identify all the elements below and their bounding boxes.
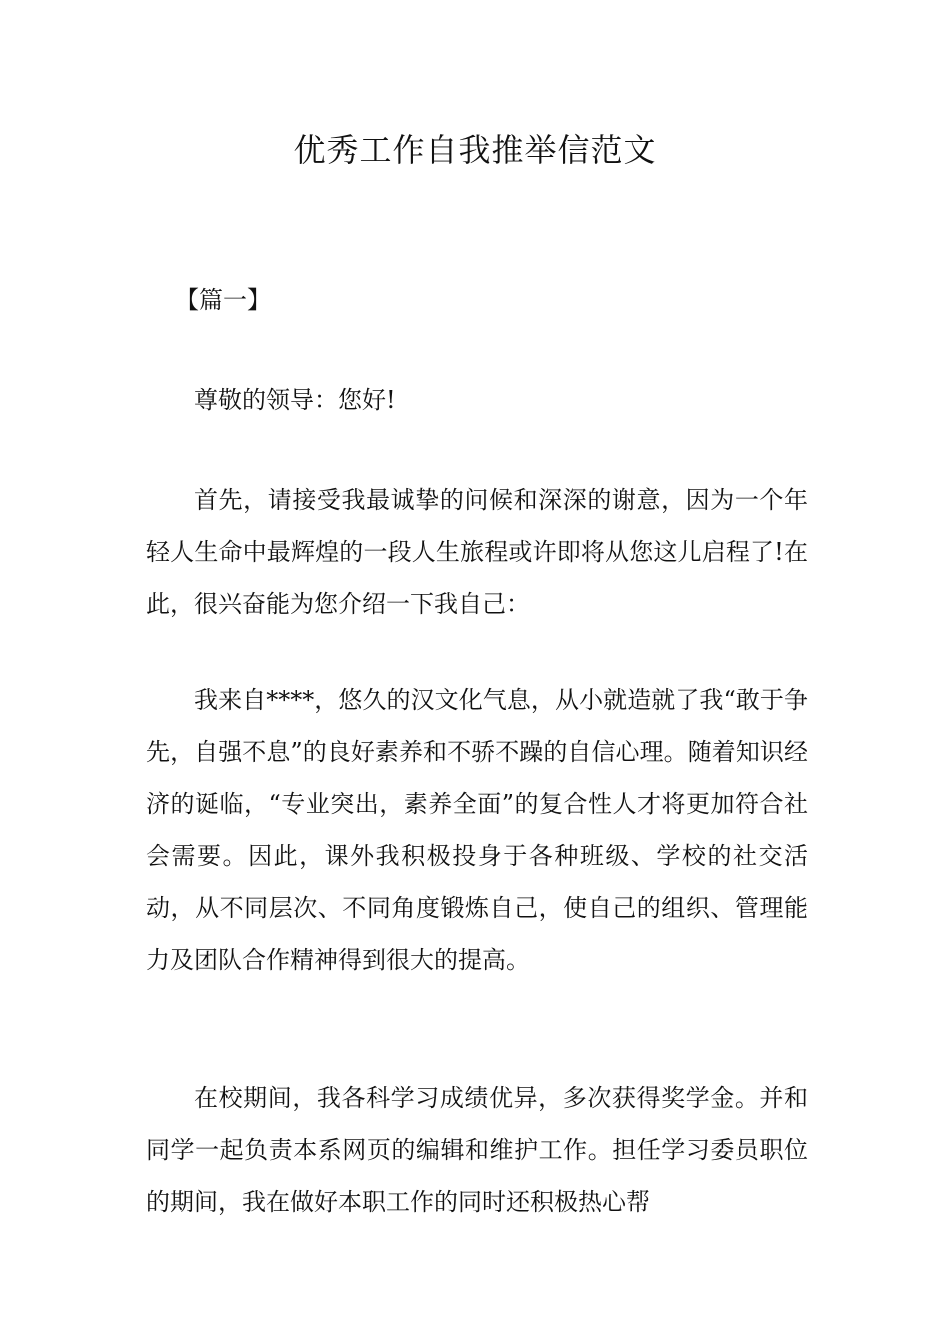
- paragraph-2: 我来自****，悠久的汉文化气息，从小就造就了我“敢于争先，自强不息”的良好素养和不骄不躁的自信心理。随着知识经济的诞临，“专业突出，素养全面”的复合性人才将更加符合社会需要。因此，课外我积极投身于各种班级、学校的社交活动，从不同层次、不同角度锻炼自己，使自己的组织、管理能力及团队合作精神得到很大的提高。: [146, 686, 808, 974]
- paragraph-1: 首先，请接受我最诚挚的问候和深深的谢意，因为一个年轻人生命中最辉煌的一段人生旅程或许即将从您这儿启程了!在此，很兴奋能为您介绍一下我自己：: [146, 486, 808, 618]
- section-label: 【篇一】: [175, 286, 271, 314]
- document-title: 优秀工作自我推举信范文: [293, 131, 657, 169]
- paragraph-3: 在校期间，我各科学习成绩优异，多次获得奖学金。并和同学一起负责本系网页的编辑和维护工作。担任学习委员职位的期间，我在做好本职工作的同时还积极热心帮: [146, 1084, 808, 1216]
- greeting-line: 尊敬的领导：您好!: [194, 386, 396, 414]
